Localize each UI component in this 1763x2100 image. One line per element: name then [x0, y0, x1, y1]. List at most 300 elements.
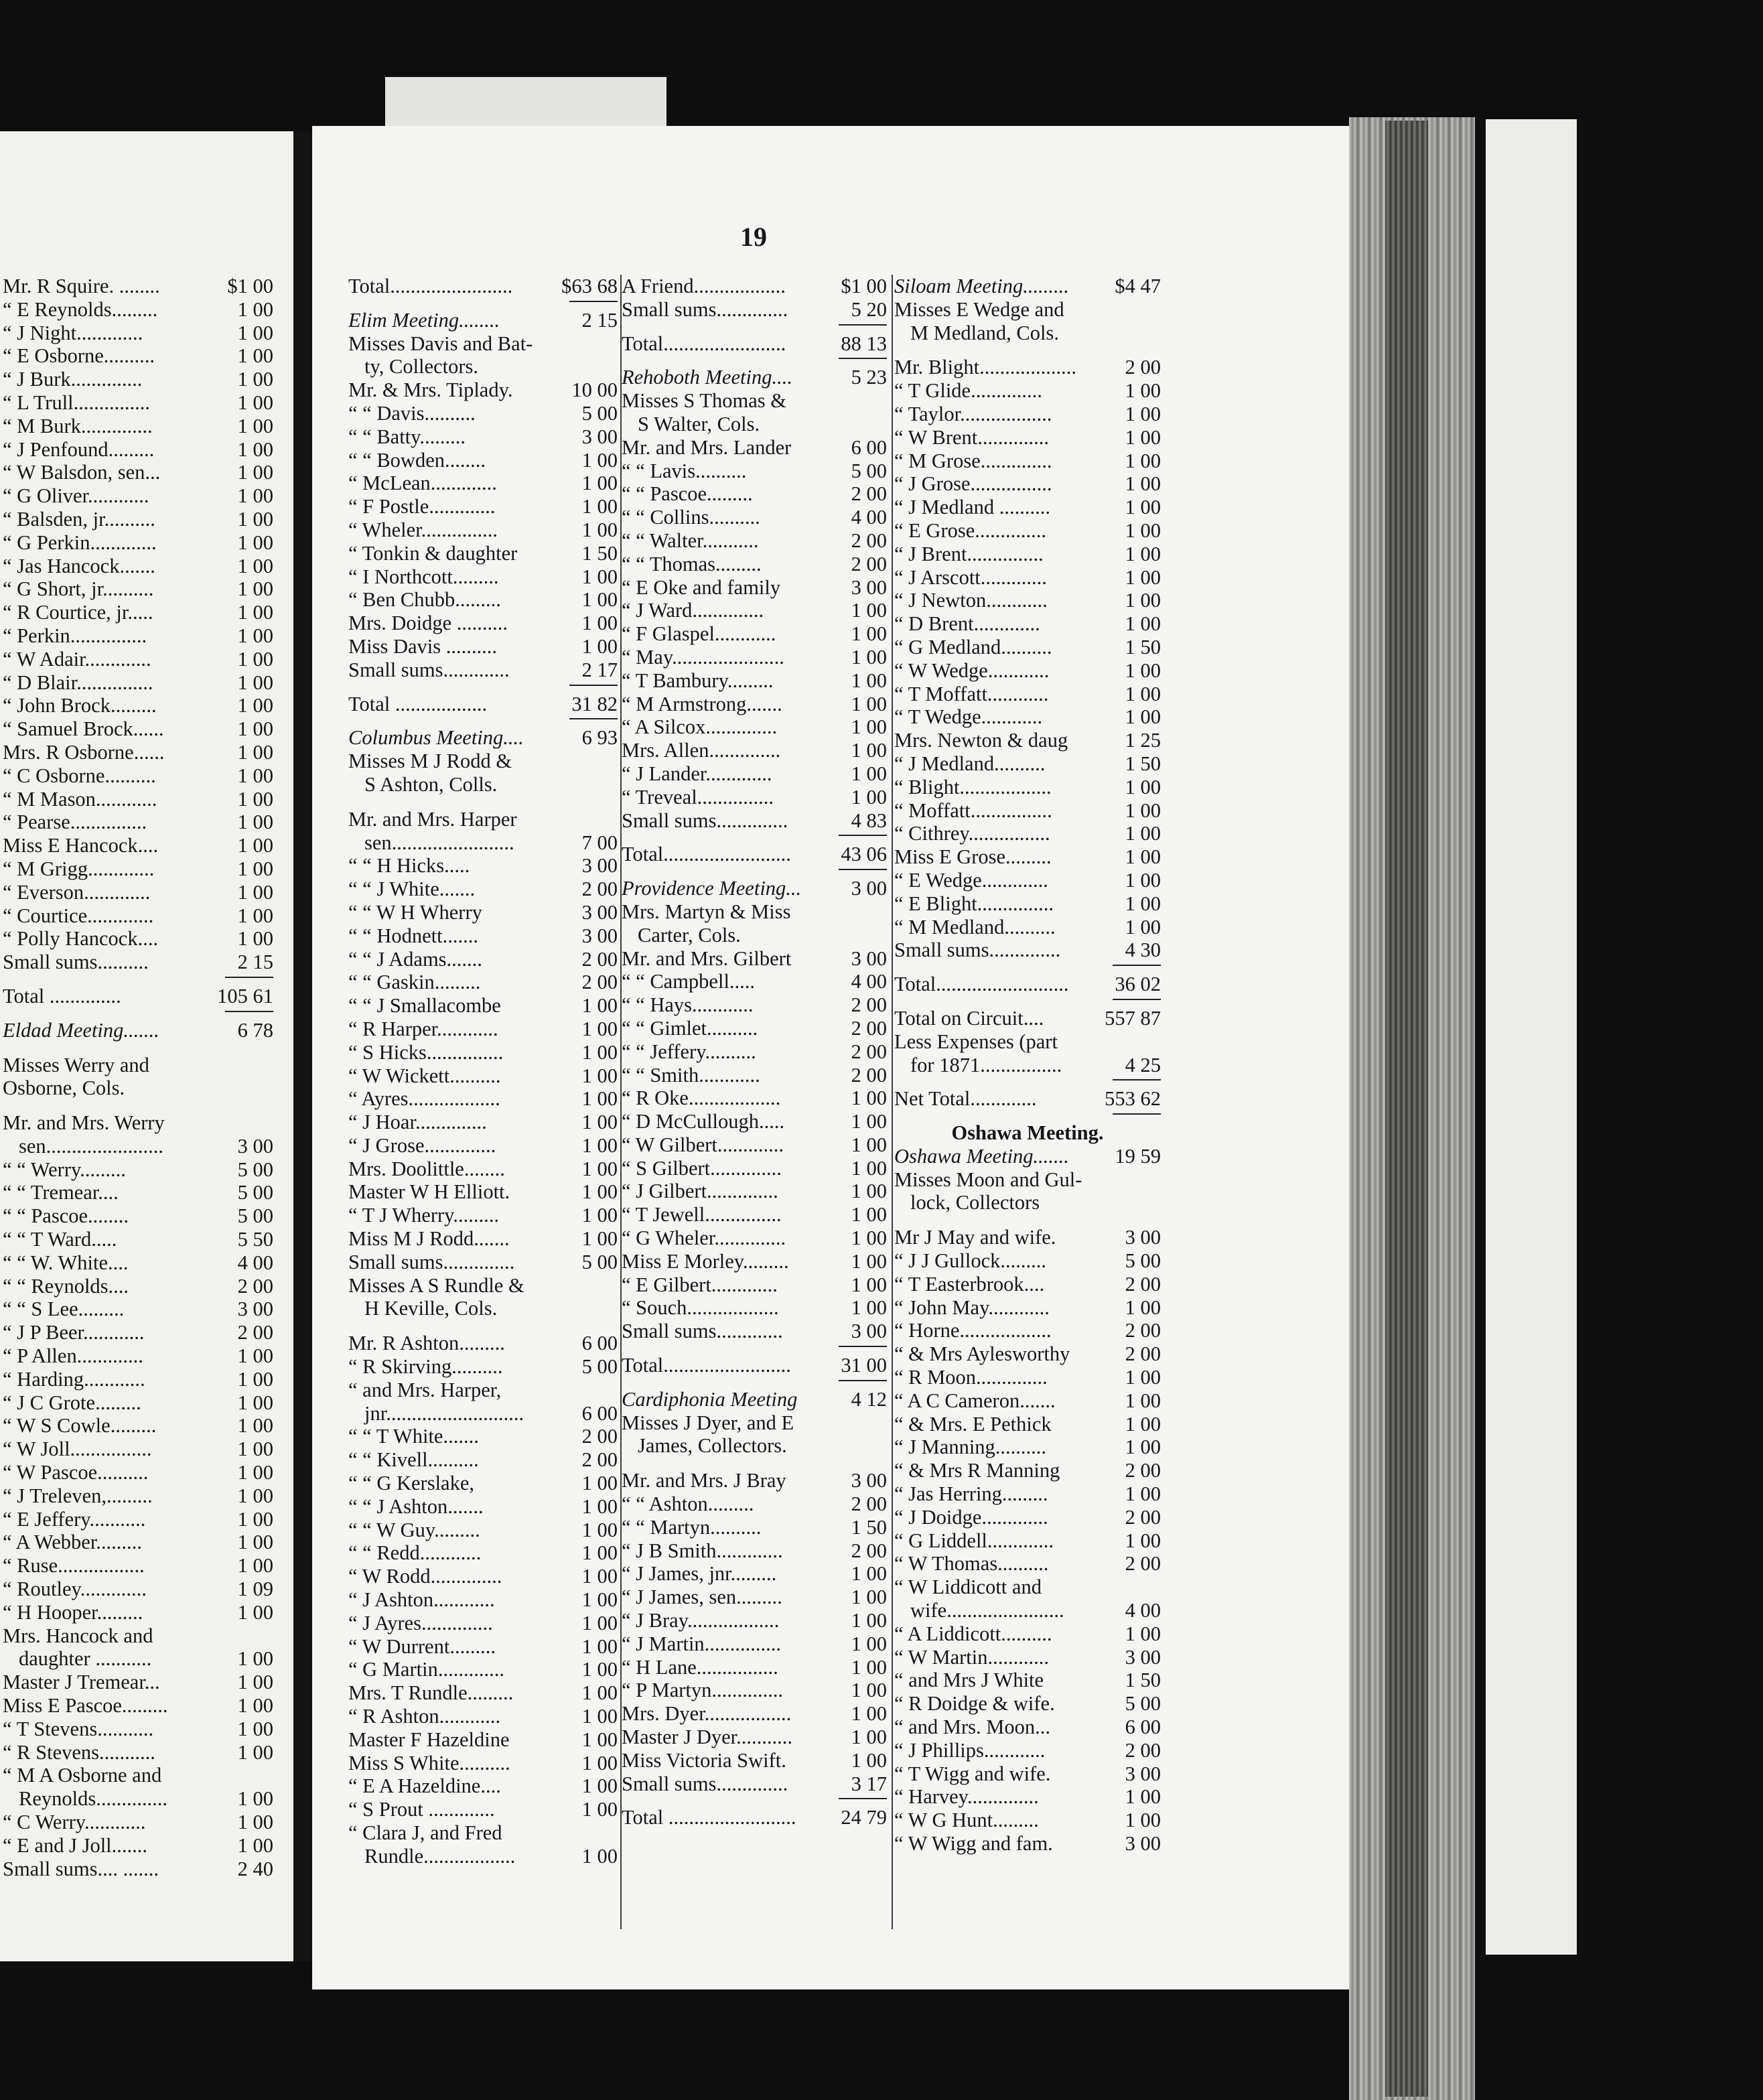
entry-amount: 1 00: [851, 785, 887, 809]
ledger-row: [3, 764, 273, 788]
entry-amount: 1 00: [851, 1180, 887, 1203]
entry-name: “ R Skirving..........: [348, 1355, 503, 1379]
ledger-row: [622, 809, 887, 833]
ledger-row: [622, 1562, 887, 1586]
ledger-row: [3, 1531, 273, 1554]
ledger-row: [622, 947, 887, 971]
entry-name: “ E and J Joll.......: [3, 1833, 148, 1857]
entry-amount: 2 00: [1125, 356, 1161, 379]
entry-amount: 1 00: [1125, 565, 1161, 589]
entry-name: “ “ Redd............: [348, 1541, 482, 1565]
entry-amount: 1 00: [1125, 1482, 1161, 1506]
entry-amount: 1 00: [1125, 822, 1161, 845]
entry-name: wife.......................: [910, 1599, 1064, 1622]
entry-amount: 1 00: [581, 1157, 618, 1180]
entry-amount: 1 00: [237, 1367, 273, 1391]
entry-name: “ “ Pascoe........: [3, 1204, 129, 1228]
entry-amount: 1 00: [1125, 1412, 1161, 1436]
entry-amount: 6 78: [237, 1018, 273, 1042]
entry-name: Small sums..........: [3, 951, 149, 974]
ledger-row: [348, 693, 618, 716]
entry-name: Master J Dyer...........: [622, 1726, 792, 1749]
entry-name: “ J Hoar..............: [348, 1111, 487, 1134]
ledger-row: [348, 402, 618, 425]
ledger-row: [622, 970, 887, 993]
entry-amount: 1 00: [851, 1679, 887, 1702]
entry-name: “ W Rodd..............: [348, 1565, 502, 1588]
spacer: [348, 796, 618, 808]
entry-amount: 1 00: [237, 1414, 273, 1438]
entry-name: “ Taylor..................: [894, 402, 1052, 425]
entry-name: Rundle..................: [364, 1844, 516, 1868]
entry-amount: 1 00: [581, 518, 618, 541]
entry-name: “ C Werry............: [3, 1811, 146, 1833]
entry-name: “ R Courtice, jr.....: [3, 601, 153, 624]
entry-name: “ J Burk..............: [3, 368, 143, 391]
entry-amount: 5 00: [237, 1204, 273, 1228]
entry-amount: 1 50: [1125, 752, 1161, 775]
entry-name: “ “ Bowden........: [348, 448, 486, 472]
ledger-row: [894, 566, 1161, 589]
ledger-row: [622, 553, 887, 576]
ledger-row: [622, 669, 887, 693]
ledger-row: [3, 508, 273, 531]
meeting-row: [622, 1388, 887, 1411]
entry-name: “ Blight..................: [894, 775, 1052, 798]
entry-amount: 1 00: [1125, 845, 1161, 869]
meeting-row: [622, 877, 887, 900]
ledger-row: [622, 622, 887, 646]
entry-amount: 2 00: [581, 878, 618, 901]
ledger-row: [894, 1762, 1161, 1786]
entry-amount: 1 00: [237, 1484, 273, 1507]
entry-amount: 3 00: [237, 1134, 273, 1158]
entry-amount: 1 00: [1125, 472, 1161, 496]
entry-amount: 1 00: [581, 1204, 618, 1227]
entry-amount: 5 23: [851, 366, 887, 389]
sum-rule: [569, 301, 618, 302]
entry-name: “ T Easterbrook....: [894, 1272, 1045, 1296]
entry-amount: 1 00: [237, 647, 273, 671]
entry-amount: 6 93: [581, 726, 618, 750]
ledger-row: [3, 461, 273, 484]
ledger-row: [622, 1227, 887, 1250]
entry-amount: 1 00: [581, 1227, 618, 1251]
entry-amount: 1 00: [237, 717, 273, 741]
entry-amount: 2 00: [851, 1539, 887, 1562]
sum-rule: [839, 1380, 887, 1381]
entry-amount: 1 00: [237, 1740, 273, 1764]
entry-amount: 1 00: [581, 1494, 618, 1518]
ledger-row: [348, 948, 618, 971]
ledger-row: [894, 543, 1161, 566]
entry-amount: 2 00: [237, 1274, 273, 1298]
ledger-row: [348, 1658, 618, 1681]
ledger-row: [622, 1273, 887, 1297]
entry-amount: 2 40: [237, 1857, 273, 1880]
entry-amount: 2 00: [1125, 1272, 1161, 1296]
entry-name: “ Harding............: [3, 1367, 145, 1391]
ledger-row: [894, 1273, 1161, 1296]
entry-name: “ G Liddell.............: [894, 1529, 1054, 1552]
ledger-row: [3, 1787, 273, 1811]
entry-amount: 3 00: [851, 1320, 887, 1343]
ledger-row: [348, 658, 618, 682]
page-number: 19: [740, 222, 767, 252]
entry-amount: 1 00: [237, 1461, 273, 1484]
entry-name: “ Treveal...............: [622, 785, 774, 809]
entry-name: “ T Moffatt............: [894, 682, 1049, 705]
entry-amount: 1 00: [1125, 1366, 1161, 1389]
ledger-row: [622, 1133, 887, 1157]
entry-amount: 1 00: [581, 1588, 618, 1612]
entry-amount: 5 50: [237, 1228, 273, 1251]
ledger-row: [894, 612, 1161, 636]
ledger-row: [894, 636, 1161, 659]
entry-text: Mr. and Mrs. Harper: [348, 807, 517, 831]
entry-amount: 2 00: [1125, 1342, 1161, 1366]
entry-text: S Ashton, Colls.: [364, 772, 498, 796]
entry-amount: 4 12: [851, 1387, 887, 1411]
ledger-row: [348, 1355, 618, 1379]
ledger-row: [894, 472, 1161, 496]
entry-name: “ R Oke..................: [622, 1087, 781, 1110]
entry-name: “ J Ward..............: [622, 599, 764, 622]
entry-amount: 1 00: [1125, 658, 1161, 682]
ledger-row: [622, 1632, 887, 1656]
ledger-row: [348, 472, 618, 495]
entry-amount: 1 00: [581, 1541, 618, 1565]
entry-amount: 1 00: [581, 1017, 618, 1040]
entry-name: “ “ Hodnett.......: [348, 924, 478, 947]
entry-text: lock, Collectors: [910, 1191, 1040, 1214]
ledger-row: [3, 904, 273, 928]
ledger-row: [3, 1344, 273, 1368]
ledger-row: [3, 951, 273, 974]
entry-amount: 7 00: [581, 831, 618, 854]
ledger-column-2: [622, 275, 887, 1829]
entry-amount: 1 00: [851, 762, 887, 785]
entry-name: Miss Victoria Swift.: [622, 1748, 786, 1772]
ledger-row: [622, 1539, 887, 1563]
ledger-row: [348, 901, 618, 924]
entry-name: “ Moffatt................: [894, 798, 1052, 822]
meeting-row: [348, 726, 618, 750]
ledger-row: [348, 1612, 618, 1635]
entry-amount: 6 00: [581, 1332, 618, 1355]
entry-name: Cardiphonia Meeting: [622, 1387, 798, 1411]
ledger-row: [894, 1785, 1161, 1809]
ledger-row: [894, 356, 1161, 379]
entry-amount: 2 15: [581, 308, 618, 332]
ledger-row: [348, 924, 618, 948]
ledger-row: [622, 786, 887, 809]
entry-amount: 3 00: [1125, 1645, 1161, 1669]
ledger-row: [3, 298, 273, 322]
ledger-row: [3, 1461, 273, 1484]
ledger-row: [3, 1578, 273, 1601]
entry-name: Net Total.............: [894, 1087, 1037, 1111]
entry-name: “ R Harper............: [348, 1017, 498, 1040]
ledger-row: [3, 985, 273, 1008]
entry-amount: 1 00: [581, 1844, 618, 1868]
sum-rule: [839, 324, 887, 326]
entry-amount: 1 00: [237, 321, 273, 344]
entry-name: “ John Brock.........: [3, 694, 157, 717]
ledger-row: [894, 916, 1161, 939]
entry-amount: 3 00: [581, 854, 618, 878]
entry-name: Total ..................: [348, 692, 488, 715]
ledger-row: [348, 878, 618, 901]
entry-name: “ R Doidge & wife.: [894, 1692, 1055, 1716]
entry-amount: 1 09: [237, 1578, 273, 1601]
entry-amount: 5 00: [237, 1158, 273, 1181]
ledger-row: [3, 788, 273, 811]
ledger-row: [348, 1705, 618, 1728]
entry-name: sen........................: [364, 831, 514, 854]
spacer: [3, 1100, 273, 1111]
ledger-row: [3, 927, 273, 951]
ledger-row: [3, 415, 273, 438]
entry-name: “ D Blair...............: [3, 671, 153, 694]
entry-name: Siloam Meeting.........: [894, 275, 1069, 297]
entry-name: “ “ Werry.........: [3, 1158, 126, 1181]
entry-name: Mrs. Doidge ..........: [348, 612, 508, 635]
ledger-row: [348, 425, 618, 449]
entry-text: “ and Mrs. Harper,: [348, 1378, 502, 1401]
ledger-row: [894, 1552, 1161, 1576]
entry-amount: 1 25: [1125, 729, 1161, 752]
entry-amount: $1 00: [227, 275, 273, 297]
entry-amount: 1 00: [1125, 1809, 1161, 1832]
entry-name: “ G Perkin.............: [3, 531, 157, 554]
ledger-row: [348, 1541, 618, 1565]
entry-amount: 1 00: [581, 1774, 618, 1798]
entry-amount: 1 50: [581, 541, 618, 565]
ledger-row: [622, 1064, 887, 1087]
entry-name: “ “ Martyn..........: [622, 1515, 762, 1539]
ledger-row: [348, 1134, 618, 1158]
ledger-row: [894, 449, 1161, 473]
entry-name: Mrs. T Rundle.........: [348, 1681, 514, 1705]
entry-name: “ A C Cameron.......: [894, 1389, 1056, 1412]
ledger-row: [622, 506, 887, 529]
entry-name: “ “ W H Wherry: [348, 900, 482, 924]
entry-amount: 6 00: [581, 1401, 618, 1425]
entry-amount: $1 00: [841, 275, 887, 297]
entry-name: “ “ J Ashton.......: [348, 1494, 484, 1518]
entry-name: Miss M J Rodd.......: [348, 1227, 510, 1251]
entry-name: “ Jas Herring.........: [894, 1482, 1048, 1506]
entry-name: “ & Mrs Aylesworthy: [894, 1342, 1070, 1366]
entry-name: Mr. R Ashton.........: [348, 1332, 505, 1355]
entry-name: “ G Medland..........: [894, 635, 1052, 658]
entry-name: “ C Osborne..........: [3, 764, 156, 787]
entry-name: “ H Lane................: [622, 1655, 778, 1679]
entry-amount: 1 00: [851, 1586, 887, 1609]
entry-amount: $4 47: [1115, 275, 1161, 297]
ledger-row: [3, 344, 273, 368]
ledger-row: [622, 529, 887, 553]
entry-name: Mr J May and wife.: [894, 1226, 1056, 1249]
entry-amount: 2 00: [851, 1016, 887, 1040]
ledger-row: [3, 1298, 273, 1321]
ledger-row: [3, 438, 273, 462]
column-divider: [892, 275, 893, 1929]
ledger-row: [894, 973, 1161, 996]
entry-amount: 1 00: [237, 671, 273, 694]
entry-amount: 1 00: [1125, 915, 1161, 938]
ledger-row: [894, 496, 1161, 519]
entry-amount: 1 00: [581, 448, 618, 472]
entry-amount: 2 00: [851, 482, 887, 506]
entry-name: Mrs. Allen..............: [622, 739, 781, 762]
entry-amount: 1 00: [851, 1655, 887, 1679]
ledger-row: [894, 1506, 1161, 1529]
ledger-column-left-fragment: [3, 275, 273, 1880]
entry-name: Miss S White..........: [348, 1751, 510, 1774]
entry-name: “ T Stevens...........: [3, 1717, 154, 1740]
entry-name: Total .........................: [622, 1806, 796, 1829]
entry-amount: 1 00: [237, 1671, 273, 1694]
ledger-row: [348, 1752, 618, 1775]
entry-name: Total on Circuit....: [894, 1006, 1044, 1030]
entry-amount: 1 00: [581, 994, 618, 1018]
ledger-row: [894, 1599, 1161, 1622]
entry-amount: 2 00: [1125, 1459, 1161, 1482]
entry-name: “ “ Jeffery..........: [622, 1040, 756, 1063]
ledger-row: [348, 588, 618, 612]
ledger-row: [3, 1741, 273, 1764]
ledger-row: [348, 1495, 618, 1519]
entry-amount: 1 00: [237, 834, 273, 857]
ledger-row: [3, 1484, 273, 1508]
entry-name: Miss Davis ..........: [348, 634, 497, 658]
entry-name: “ G Martin.............: [348, 1658, 504, 1681]
entry-amount: 1 00: [851, 1227, 887, 1250]
entry-amount: 4 00: [851, 970, 887, 993]
ledger-row: [894, 1389, 1161, 1413]
spacer: [348, 1320, 618, 1332]
ledger-row: [3, 1508, 273, 1531]
ledger-row: [3, 1438, 273, 1461]
entry-text: “ Clara J, and Fred: [348, 1821, 502, 1844]
entry-amount: 3 00: [851, 575, 887, 599]
entry-amount: 4 30: [1125, 938, 1161, 962]
meeting-row: [622, 366, 887, 389]
entry-amount: 5 20: [851, 297, 887, 321]
ledger-row: [894, 776, 1161, 799]
entry-name: “ I Northcott.........: [348, 565, 499, 588]
entry-amount: 36 02: [1115, 973, 1161, 996]
ledger-row: [3, 1275, 273, 1298]
entry-name: “ J James, jnr.........: [622, 1562, 777, 1586]
ledger-row: [3, 1554, 273, 1578]
entry-name: “ “ Hays............: [622, 993, 754, 1017]
entry-name: “ Horne..................: [894, 1319, 1052, 1342]
entry-name: “ Perkin...............: [3, 624, 147, 647]
ledger-row: [894, 589, 1161, 612]
entry-name: Columbus Meeting....: [348, 726, 524, 750]
ledger-row: [348, 854, 618, 878]
entry-amount: 1 50: [851, 1515, 887, 1539]
ledger-row: [3, 1228, 273, 1251]
ledger-row: [348, 1332, 618, 1355]
ledger-row: [3, 531, 273, 555]
entry-amount: 1 00: [581, 565, 618, 588]
entry-amount: 1 00: [237, 927, 273, 951]
ledger-row: [622, 1609, 887, 1632]
entry-amount: 2 00: [1125, 1552, 1161, 1576]
entry-name: “ D McCullough.....: [622, 1110, 785, 1133]
entry-name: “ W Adair.............: [3, 647, 151, 671]
entry-amount: 1 00: [581, 1087, 618, 1111]
entry-name: “ Pearse...............: [3, 811, 147, 834]
entry-name: “ M Grose..............: [894, 449, 1052, 472]
ledger-row: [894, 1809, 1161, 1832]
entry-name: “ & Mrs R Manning: [894, 1459, 1060, 1482]
ledger-row: [894, 822, 1161, 845]
ledger-row: [348, 1064, 618, 1088]
entry-amount: 1 00: [851, 692, 887, 715]
entry-name: “ “ T White.......: [348, 1425, 479, 1448]
ledger-row: [3, 275, 273, 298]
entry-amount: 3 00: [237, 1298, 273, 1321]
entry-amount: 1 00: [237, 344, 273, 368]
ledger-row: [622, 1806, 887, 1829]
sum-rule: [569, 685, 618, 686]
entry-amount: 5 00: [1125, 1249, 1161, 1273]
entry-amount: 1 00: [1125, 518, 1161, 542]
entry-amount: 1 00: [851, 1203, 887, 1227]
ledger-row: [894, 1319, 1161, 1342]
entry-name: “ E Wedge.............: [894, 868, 1048, 892]
ledger-row: [622, 1586, 887, 1609]
entry-name: daughter ...........: [19, 1647, 152, 1671]
ledger-row: [348, 635, 618, 658]
sum-rule: [1113, 1113, 1161, 1115]
entry-name: “ J Doidge.............: [894, 1505, 1048, 1529]
entry-name: “ R Moon..............: [894, 1366, 1048, 1389]
entry-text: Misses Werry and: [3, 1053, 149, 1076]
ledger-row: [348, 1774, 618, 1798]
entry-name: “ “ Pascoe.........: [622, 482, 753, 506]
entry-amount: 2 00: [851, 552, 887, 575]
ledger-row: [894, 1692, 1161, 1716]
entry-name: “ “ Batty.........: [348, 425, 466, 448]
entry-name: “ W Brent..............: [894, 425, 1049, 449]
ledger-row: [622, 1087, 887, 1110]
entry-text: Osborne, Cols.: [3, 1076, 125, 1100]
ledger-row: [3, 717, 273, 741]
entry-name: “ “ Reynolds....: [3, 1274, 129, 1298]
ledger-row: [622, 1702, 887, 1726]
entry-amount: 1 00: [1125, 379, 1161, 403]
entry-amount: 1 00: [851, 1632, 887, 1655]
entry-amount: 3 00: [1125, 1226, 1161, 1249]
ledger-row: [622, 332, 887, 356]
ledger-row: [348, 971, 618, 994]
ledger-row: [622, 739, 887, 762]
ledger-row: [894, 1413, 1161, 1436]
entry-amount: 1 00: [237, 601, 273, 624]
entry-amount: 10 00: [571, 378, 618, 402]
entry-name: “ Ayres..................: [348, 1087, 500, 1111]
entry-name: Mrs. Doolittle........: [348, 1157, 505, 1180]
entry-amount: 1 00: [1125, 1622, 1161, 1645]
meeting-row: [894, 1145, 1161, 1168]
entry-name: “ May......................: [622, 645, 784, 669]
